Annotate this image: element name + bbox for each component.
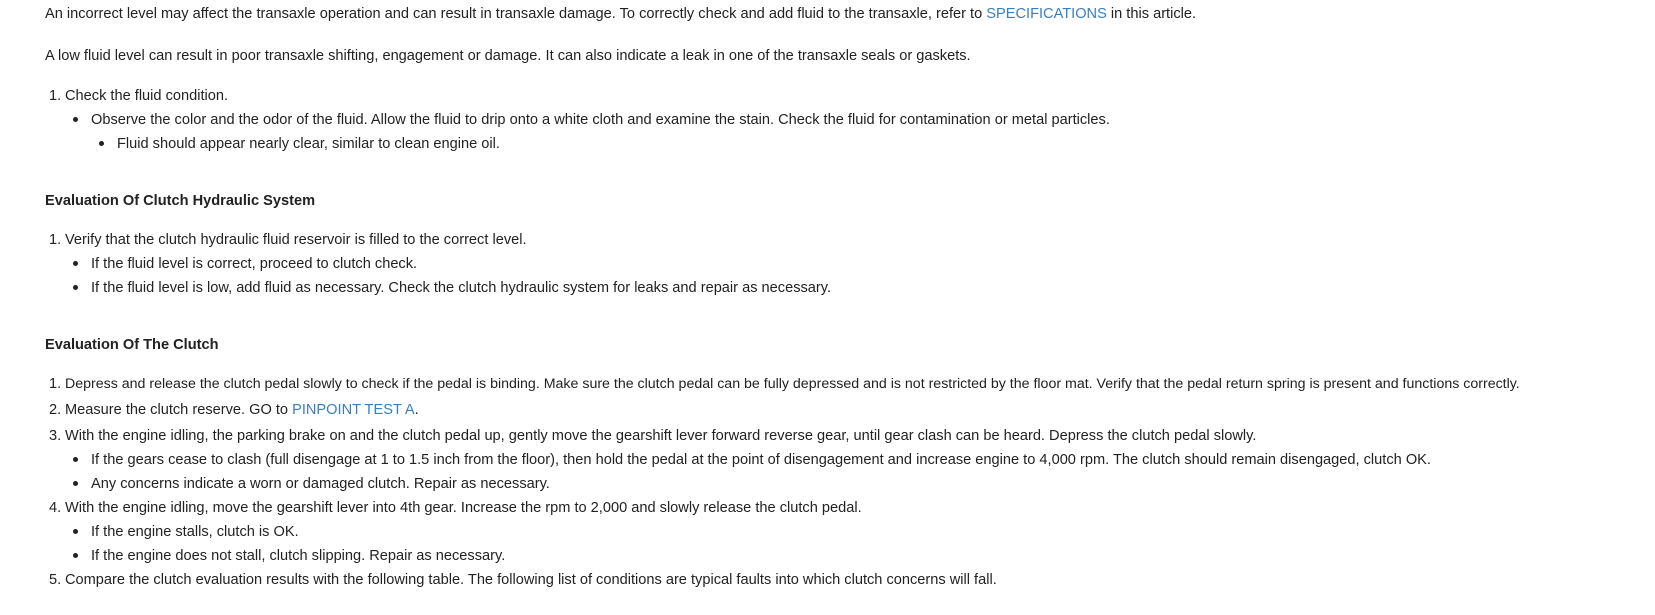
hydraulic-bullet-2: If the fluid level is low, add fluid as necessary. Check the clutch hydraulic system for leaks and repair as necessary. (91, 280, 832, 296)
clutch-step-4-bullet-2: If the engine does not stall, clutch slipping. Repair as necessary. (91, 548, 506, 564)
clutch-step-3-bullet-2: Any concerns indicate a worn or damaged clutch. Repair as necessary. (91, 476, 550, 492)
clutch-heading: Evaluation Of The Clutch (45, 337, 219, 353)
list-number: 4. (49, 500, 62, 516)
bullet-icon (73, 529, 78, 534)
fluid-check-sub-bullet: Fluid should appear nearly clear, similar to clean engine oil. (117, 136, 500, 152)
hydraulic-step-1: Verify that the clutch hydraulic fluid reservoir is filled to the correct level. (65, 232, 527, 248)
hydraulic-heading: Evaluation Of Clutch Hydraulic System (45, 193, 316, 209)
bullet-icon (73, 457, 78, 462)
intro-text-after-link: in this article. (1106, 6, 1197, 22)
clutch-step-2-text: Measure the clutch reserve. GO to (65, 402, 293, 418)
fluid-check-bullet: Observe the color and the odor of the fluid. Allow the fluid to drip onto a white cloth and examine the stain. Check the fluid for contamination or metal particles. (91, 112, 1110, 128)
intro-paragraph-2: A low fluid level can result in poor transaxle shifting, engagement or damage. It can also indicate a leak in one of the transaxle seals or gaskets. (45, 48, 971, 64)
fluid-check-step-1: Check the fluid condition. (65, 88, 229, 104)
bullet-icon (73, 117, 78, 122)
clutch-step-5: Compare the clutch evaluation results with the following table. The following list of conditions are typical faults into which clutch concerns will fall. (65, 572, 997, 588)
clutch-step-2 (65, 400, 419, 420)
specifications-link[interactable]: SPECIFICATIONS (986, 6, 1107, 22)
list-number: 2. (49, 402, 62, 418)
intro-paragraph-1 (45, 4, 1196, 24)
list-number: 1. (49, 232, 62, 248)
bullet-icon (73, 481, 78, 486)
clutch-step-3: With the engine idling, the parking brake on and the clutch pedal up, gently move the gearshift lever forward reverse gear, until gear clash can be heard. Depress the clutch pedal slowly. (65, 428, 1257, 444)
clutch-step-4-bullet-1: If the engine stalls, clutch is OK. (91, 524, 299, 540)
list-number: 1. (49, 88, 62, 104)
hydraulic-bullet-1: If the fluid level is correct, proceed to clutch check. (91, 256, 418, 272)
list-number: 1. (49, 376, 62, 392)
bullet-icon (73, 261, 78, 266)
clutch-step-2-end: . (414, 402, 419, 418)
list-number: 3. (49, 428, 62, 444)
list-number: 5. (49, 572, 62, 588)
clutch-step-4: With the engine idling, move the gearshift lever into 4th gear. Increase the rpm to 2,000 and slowly release the clutch pedal. (65, 500, 862, 516)
bullet-icon (73, 285, 78, 290)
pinpoint-test-a-link[interactable]: PINPOINT TEST A (292, 402, 415, 418)
bullet-icon (73, 553, 78, 558)
bullet-icon (99, 141, 104, 146)
clutch-step-3-bullet-1: If the gears cease to clash (full disengage at 1 to 1.5 inch from the floor), then hold the pedal at the point of disengagement and increase engine to 4,000 rpm. The clutch should remain disengaged, clutch OK. (91, 452, 1431, 468)
intro-text-before-link: An incorrect level may affect the transaxle operation and can result in transaxle damage. To correctly check and add fluid to the transaxle, refer to (45, 6, 987, 22)
clutch-step-1: Depress and release the clutch pedal slowly to check if the pedal is binding. Make sure the clutch pedal can be fully depressed and is not restricted by the floor mat. Verify that the pedal return spring is present and functions correctly. (65, 376, 1520, 392)
